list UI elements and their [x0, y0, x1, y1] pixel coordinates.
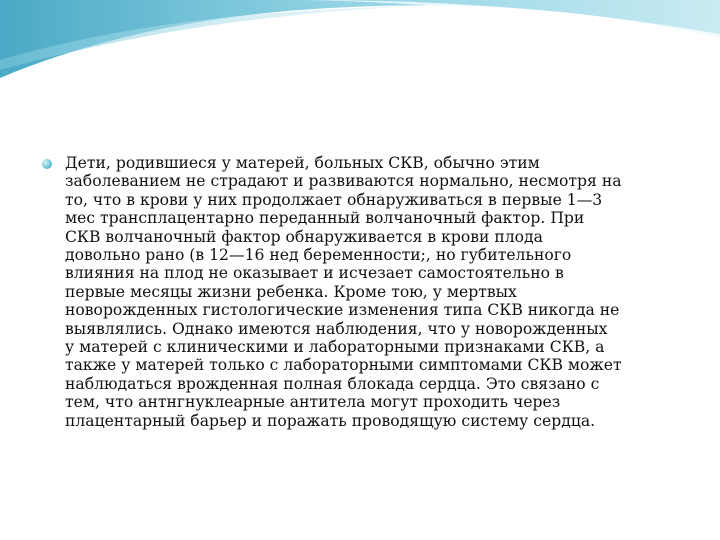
bullet-text: Дети, родившиеся у матерей, больных СКВ, обычно этим заболеванием не страдают и развиваются нормально, несмотря на то, что в крови у них продолжает обнаруживаться в первые 1—3 мес трансплацентарно переданный волчаночный фактор. При СКВ волчаночный фактор обнаруживается в крови плода довольно рано (в 12—16 нед беременности;, но губительного влияния на плод не оказывает и исчезает самостоятельно в первые месяцы жизни ребенка. Кроме тою, у мертвых новорожденных гистологические изменения типа СКВ никогда не выявлялись. Однако имеются наблюдения, что у новорожденных у матерей с клиническими и лабораторными признаками СКВ, а также у матерей только с лабораторными симптомами СКВ может наблюдаться врожденная полная блокада сердца. Это связано с тем, что антнгнуклеарные антитела могут проходить через плацентарный барьер и поражать проводящую систему сердца.: [65, 154, 622, 430]
bullet-dot-icon: [42, 159, 52, 169]
content-area: [42, 154, 682, 430]
bullet-item: [42, 154, 682, 430]
header-wave-decoration: [0, 0, 720, 80]
